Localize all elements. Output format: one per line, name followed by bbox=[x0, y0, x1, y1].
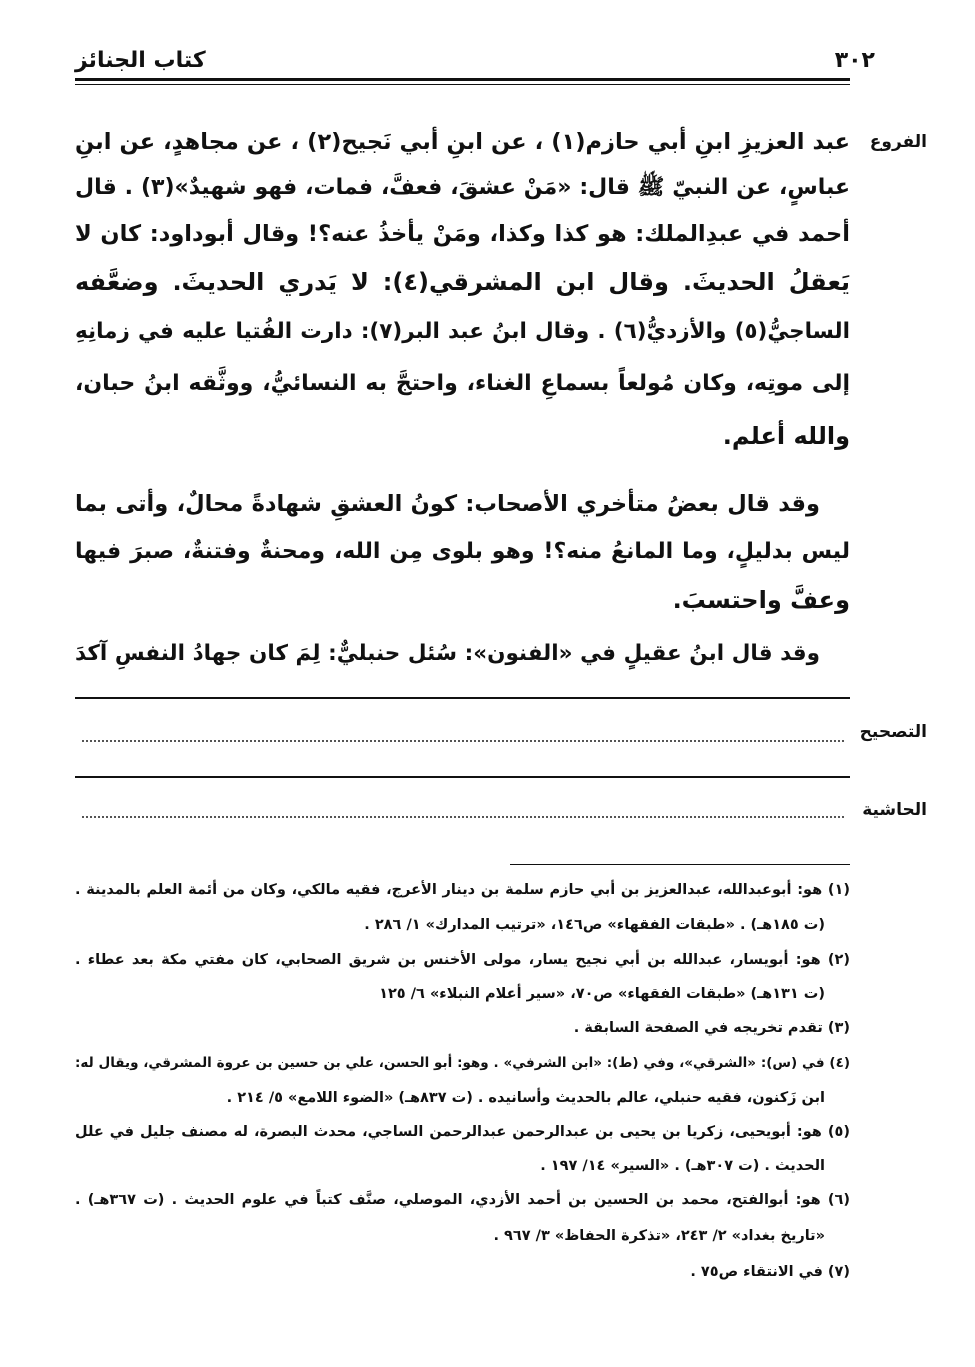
footnote-line: (٧) في الانتقاء ص٧٥ . bbox=[690, 1264, 850, 1280]
footnote-separator bbox=[510, 864, 850, 865]
footnote-line: ابن زَكنون، فقيه حنبلي، عالم بالحديث وأسانيده . (ت ٨٣٧هـ) «الضوء اللامع» ٥/ ٢١٤ . bbox=[226, 1090, 825, 1106]
footnote-line: (٤) في (س): «الشرقي»، وفي (ط): «ابن الشرفي» . وهو: أبو الحسن، علي بن حسين بن عروة المشرقي، ويقال له: bbox=[75, 1055, 850, 1071]
footnote-line: «تاريخ بغداد» ٢/ ٢٤٣، «تذكرة الحفاظ» ٣/ ٩٦٧ . bbox=[493, 1228, 825, 1244]
correction-label: التصحيح bbox=[859, 722, 927, 742]
footnote-line: (١) هو: أبوعبدالله، عبدالعزيز بن أبي حازم سلمة بن دينار الأعرج، فقيه مالكي، وكان من أئمة العلم بالمدينة . bbox=[75, 882, 850, 898]
text-line: الساجيُّ(٥) والأزديُّ(٦) . وقال ابنُ عبد البر(٧): دارت الفُتيا عليه في زمانِهِ bbox=[75, 319, 850, 344]
text-line: عباسٍ، عن النبيّ ﷺ قال: «مَنْ عشقَ، فعفَّ، فمات، فهو شهيدٌ»(٣) . قال bbox=[75, 175, 850, 200]
footnote-line: الحديث . (ت ٣٠٧هـ) . «السير» ١٤/ ١٩٧ . bbox=[540, 1158, 825, 1174]
footnote-line: (٢) هو: أبويسار، عبدالله بن أبي نجيح يسار، مولى الأخنس بن شريق الصحابي، كان مفتي مكة بعد عطاء . bbox=[75, 952, 850, 968]
annotation-label: الحاشية bbox=[862, 800, 927, 820]
footnote-line: (ت ١٨٥هـ) . «طبقات الفقهاء» ص١٤٦، «ترتيب المدارك» ١/ ٢٨٦ . bbox=[364, 917, 825, 933]
text-line: أحمد في عبدِالملك: هو كذا وكذا، ومَنْ يأخذُ عنه؟! وقال أبوداود: كان لا bbox=[75, 221, 850, 247]
text-line: ليس بدليلٍ، وما المانعُ منه؟! وهو بلوى مِن الله، ومحنةٌ وفتنةٌ، صبرَ فيها bbox=[75, 539, 850, 564]
section-rule bbox=[75, 697, 850, 699]
section-rule bbox=[75, 776, 850, 778]
footnote-line: (ت ١٣١هـ) «طبقات الفقهاء» ص٧٠، «سير أعلام النبلاء» ٦/ ١٢٥ bbox=[379, 986, 825, 1002]
text-line: والله أعلم. bbox=[722, 422, 850, 450]
text-line: وقد قال بعضُ متأخري الأصحاب: كونُ العشقِ شهادةً محالٌ، وأتى بما bbox=[75, 491, 820, 517]
text-line: وعفَّ واحتسبَ. bbox=[672, 586, 850, 614]
correction-dotted-line bbox=[82, 740, 844, 742]
book-title: كتاب الجنائز bbox=[75, 48, 206, 73]
text-line: يَعقلُ الحديثَ. وقال ابن المشرقي(٤): لا يَدري الحديثَ. وضعَّفه bbox=[75, 268, 850, 296]
text-line: عبد العزيزِ ابنِ أبي حازم(١) ، عن ابنِ أبي نَجيح(٢) ، عن مجاهدٍ، عن ابنِ bbox=[75, 129, 850, 155]
page-number: ٣٠٢ bbox=[834, 48, 875, 73]
footnote-line: (٣) تقدم تخريجه في الصفحة السابقة . bbox=[573, 1020, 850, 1036]
footnote-line: (٥) هو: أبويحيى، زكريا بن يحيى بن عبدالرحمن عبدالرحمن الساجي، محدث البصرة، له مصنف جليل في علل bbox=[75, 1124, 850, 1140]
header-rule-thin bbox=[75, 84, 850, 85]
margin-note: الفروع bbox=[869, 132, 927, 152]
annotation-dotted-line bbox=[82, 816, 844, 818]
text-line: إلى موتِه، وكان مُولعاً بسماعِ الغناء، واحتجَّ به النسائيُّ، ووثَّقه ابنُ حبان، bbox=[75, 371, 850, 396]
header-rule-thick bbox=[75, 78, 850, 81]
text-line: وقد قال ابنُ عقيلٍ في «الفنون»: سُئل حنبليٌّ: لِمَ كان جهادُ النفسِ آكدَ bbox=[75, 641, 820, 666]
footnote-line: (٦) هو: أبوالفتح، محمد بن الحسين بن أحمد الأزدي، الموصلي، صنَّف كتباً في علوم الحديث . (ت ٣٦٧هـ) . bbox=[75, 1192, 850, 1208]
